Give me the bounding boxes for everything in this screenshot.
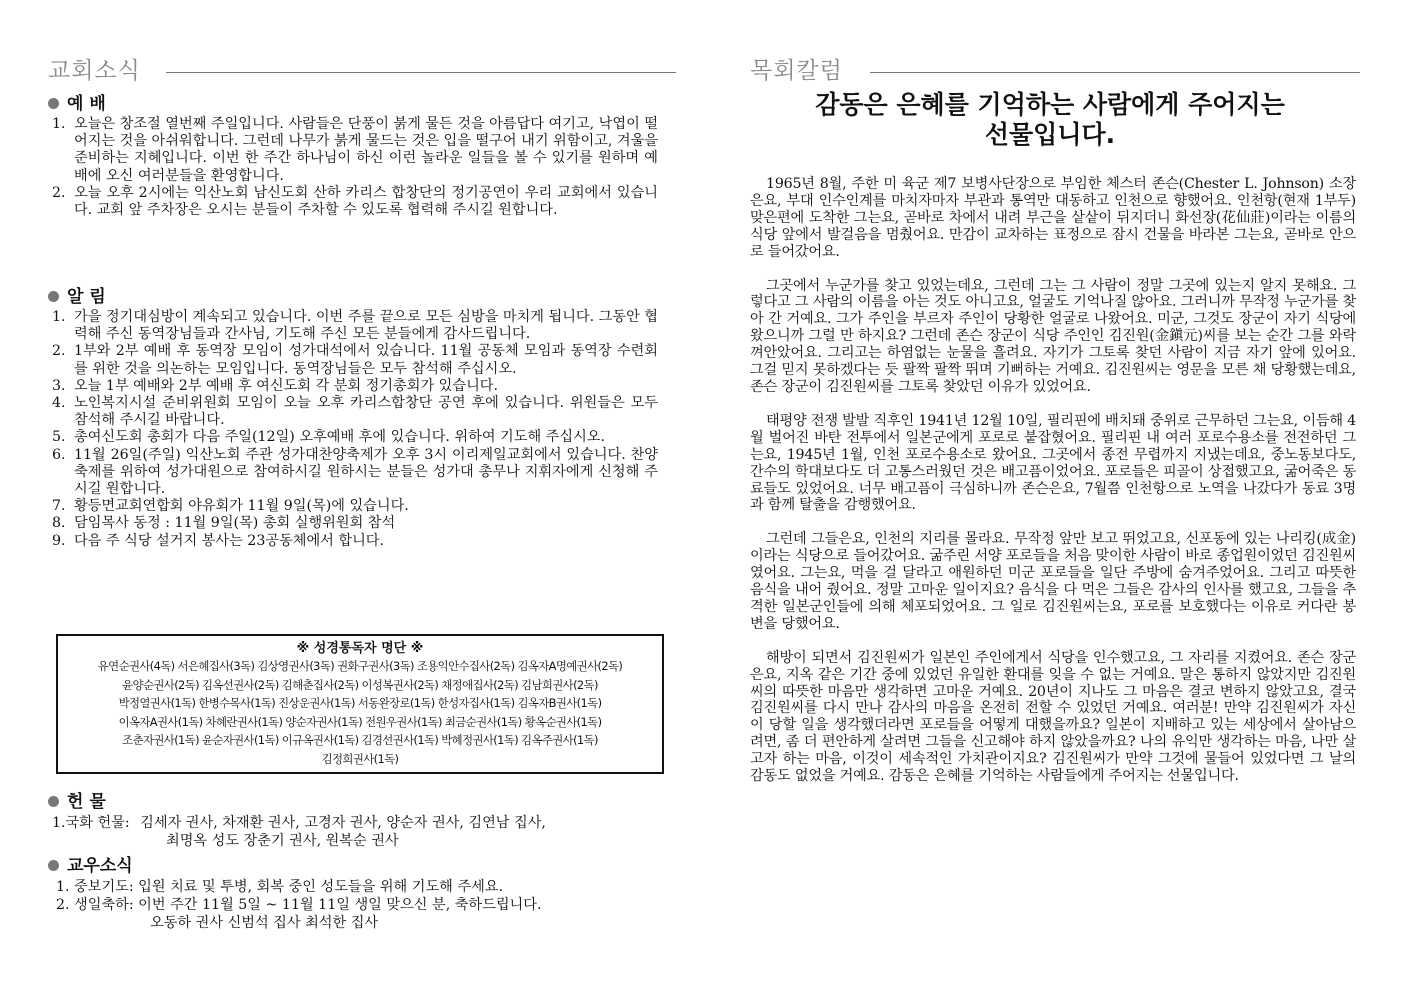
list-item bbox=[48, 116, 658, 185]
list-item bbox=[48, 429, 658, 446]
bible-readers-list bbox=[62, 657, 658, 769]
article-paragraph: 1965년 8월, 주한 미 육군 제7 보병사단장으로 부임한 체스터 존슨(Chester L. Johnson) 소장은요, 부대 인수인계를 마치자마자 부관과 통역만 대동하고 인천으로 향했어요. 인천항(현재 1부두) 맞은편에 도착한 그는요, 곧바로 차에서 내려 부근을 샅샅이 뒤지더니 화선장(花仙莊)이라는 이름의 식당 앞에서 발걸음을 멈췄어요. 만감이 교차하는 표정으로 잠시 건물을 바라본 그는요, 곧바로 안으로 들어갔어요. bbox=[750, 176, 1356, 260]
list-item bbox=[48, 185, 658, 219]
item-text: 총여신도회 총회가 다음 주일(12일) 오후예배 후에 있습니다. 위하여 기도해 주십시오. bbox=[74, 429, 606, 446]
reader-names-line: 유연순권사(4독) 서은혜집사(3독) 김상영권사(3독) 권화구권사(3독) 조용익안수집사(2독) 김옥자A명예권사(2독) bbox=[97, 659, 623, 673]
prayer-item: 1. 중보기도: 입원 치료 및 투병, 회복 중인 성도들을 위해 기도해 주세요. bbox=[56, 879, 503, 895]
church-news-label: 교회소식 bbox=[48, 58, 141, 84]
reader-names-line: 조춘자권사(1독) 윤순자권사(1독) 이규옥권사(1독) 김경선권사(1독) 박혜정권사(1독) 김옥주권사(1독) bbox=[122, 733, 598, 748]
item-text: 노인복지시설 준비위원회 모임이 오늘 오후 카리스합창단 공연 후에 있습니다. 위원들은 모두 참석해 주시길 바랍니다. bbox=[74, 395, 658, 429]
list-item bbox=[48, 378, 658, 395]
news-heading: 알 림 bbox=[48, 285, 658, 309]
worship-section bbox=[48, 92, 658, 219]
article-paragraph: 해방이 되면서 김진원씨가 일본인 주인에게서 식당을 인수했고요, 그 자리를 지켰어요. 존슨 장군은요, 지옥 같은 기간 중에 있었던 유일한 환대를 잊을 수 없는 거예요. 말은 통하지 않았지만 김진원씨의 따뜻한 마음만 생각하면 고마운 거예요. 20년이 지나도 그 마음은 결코 변하지 않았고요, 결국 김진원씨를 다시 만나 감사의 마음을 온전히 전할 수 있었던 거예요. 여러분! 만약 김진원씨가 자신이 당할 일을 생각했더라면 포로들을 어떻게 대했을까요? 일본이 지배하고 있는 세상에서 살아남으려면, 좀 더 편안하게 살려면 그들을 신고해야 하지 않았을까요? 나의 유익만 생각하는 마음, 나만 살고자 하는 마음, 이것이 세속적인 가치관이지요? 김진원씨가 만약 그것에 물들어 있었다면 그 날의 감동도 없었을 거예요. 감동은 은혜를 기억하는 사람들에게 주어지는 선물입니다. bbox=[750, 649, 1356, 785]
reader-names-line: 윤양순권사(2독) 김옥선권사(2독) 김해춘집사(2독) 이성복권사(2독) 채정애집사(2독) 김남희권사(2독) bbox=[122, 677, 598, 692]
offering-section bbox=[48, 790, 658, 850]
bullet-dot-icon bbox=[48, 291, 59, 302]
item-number: 6. bbox=[52, 446, 66, 463]
pastor-column-header bbox=[750, 52, 1370, 88]
article-paragraph: 그곳에서 누군가를 찾고 있었는데요, 그런데 그는 그 사람이 정말 그곳에 있는지 알지 못해요. 그렇다고 그 사람의 이름을 아는 것도 아니고요, 얼굴도 기억나질 않아요. 그러니까 무작정 누군가를 찾아 간 거예요. 그가 주인을 부르자 주인이 당황한 얼굴로 나왔어요. 미군, 그것도 장군이 자기 식당에 왔으니까 그럴 만 하지요? 그런데 존슨 장군이 식당 주인인 김진원(金鎭元)씨를 보는 순간 그를 와락 껴안았어요. 그리고는 하염없는 눈물을 흘려요. 자기가 그토록 찾던 사람이 지금 자기 앞에 있어요. 그걸 믿지 못하겠다는 듯 팔짝 팔짝 뛰며 기뻐하는 거예요. 김진원씨는 영문을 모른 채 당황했는데요, 존슨 장군이 김진원씨를 그토록 찾았던 이유가 있었어요. bbox=[750, 277, 1356, 395]
list-item bbox=[48, 533, 658, 550]
bullet-dot-icon bbox=[48, 860, 59, 871]
item-text: 1부와 2부 예배 후 동역장 모임이 성가대석에서 있습니다. 11월 공동체 모임과 동역장 수련회를 위한 것을 의논하는 모임입니다. 동역장님들은 모두 참석해 주십시오. bbox=[74, 343, 658, 377]
header-rule bbox=[166, 72, 676, 73]
bible-readers-box bbox=[56, 634, 664, 774]
article-paragraph: 그런데 그들은요, 인천의 지리를 몰라요. 무작정 앞만 보고 뛰었고요, 신포동에 있는 나리킹(成金)이라는 식당으로 들어갔어요. 굶주린 서양 포로들을 처음 맞이한 사람이 바로 종업원이었던 김진원씨였어요. 그는요, 먹을 걸 달라고 애원하던 미군 포로들을 일단 주방에 숨겨주었어요. 그리고 따뜻한 음식을 내어 줬어요. 정말 고마운 일이지요? 음식을 다 먹은 그들은 감사의 인사를 했고요, 그들을 추격한 일본군인들에 의해 체포되었어요. 그 일로 김진원씨는요, 포로를 보호했다는 이유로 커다란 봉변을 당했어요. bbox=[750, 531, 1356, 632]
bible-readers-title: ※ 성경통독자 명단 ※ bbox=[296, 641, 424, 656]
list-item bbox=[48, 309, 658, 343]
column-article bbox=[750, 176, 1356, 802]
reader-names-line: 이옥자A권사(1독) 차혜란권사(1독) 양순자권사(1독) 전원우권사(1독) 최금순권사(1독) 황옥순권사(1독) bbox=[118, 714, 602, 729]
item-number: 2. bbox=[52, 343, 66, 360]
item-text: 황등면교회연합회 야유회가 11월 9일(목)에 있습니다. bbox=[74, 498, 409, 515]
news-section bbox=[48, 285, 658, 550]
item-number: 9. bbox=[52, 532, 66, 549]
pastor-column-label: 목회칼럼 bbox=[750, 58, 843, 84]
offering-line-2: 최명옥 성도 장춘기 권사, 원복순 권사 bbox=[166, 833, 399, 849]
worship-list bbox=[48, 116, 658, 219]
item-number: 1. bbox=[52, 309, 66, 325]
item-number: 8. bbox=[52, 515, 66, 532]
bullet-dot-icon bbox=[48, 98, 59, 109]
birthday-names: 오동하 권사 신범석 집사 최석한 집사 bbox=[150, 915, 379, 931]
news-list bbox=[48, 309, 658, 550]
item-text: 오늘은 창조절 열번째 주일입니다. 사람들은 단풍이 붉게 물든 것을 아름답다 여기고, 낙엽이 떨어지는 것을 아쉬워합니다. 그런데 나무가 붉게 물드는 것은 입을 떨구어 내기 위함이고, 겨울을 준비하는 지혜입니다. 이번 한 주간 하나님이 하신 이런 놀라운 일들을 볼 수 있기를 원하며 예배에 오신 여러분들을 환영합니다. bbox=[74, 116, 658, 184]
list-item bbox=[48, 498, 658, 515]
item-number: 2. bbox=[52, 184, 66, 201]
members-heading: 교우소식 bbox=[48, 854, 658, 878]
members-section bbox=[48, 854, 658, 932]
reader-names-line: 박정열권사(1독) 한병수목사(1독) 진상운권사(1독) 서동완장로(1독) 한성자집사(1독) 김옥자B권사(1독) bbox=[118, 696, 602, 711]
worship-heading: 예 배 bbox=[48, 92, 658, 116]
item-text: 가을 정기대심방이 계속되고 있습니다. 이번 주를 끝으로 모든 심방을 마치게 됩니다. 그동안 협력해 주신 동역장님들과 간사님, 기도해 주신 모든 분들에게 감사드립니다. bbox=[74, 309, 658, 343]
item-number: 3. bbox=[52, 377, 66, 394]
item-number: 4. bbox=[52, 395, 66, 412]
church-news-header bbox=[48, 52, 678, 88]
reader-names-line: 김정희권사(1독) bbox=[321, 751, 399, 766]
birthday-item: 2. 생일축하: 이번 주간 11월 5일 ~ 11월 11일 생일 맞으신 분, 축하드립니다. bbox=[56, 897, 542, 913]
list-item bbox=[48, 395, 658, 429]
list-item bbox=[48, 447, 658, 499]
offering-line-1: 1.국화 헌물: 김세자 권사, 차재환 권사, 고경자 권사, 양순자 권사, 김연남 집사, bbox=[52, 815, 546, 831]
header-rule bbox=[870, 72, 1360, 73]
column-title: 감동은 은혜를 기억하는 사람에게 주어지는 선물입니다. bbox=[815, 90, 1285, 149]
item-text: 다음 주 식당 설거지 봉사는 23공동체에서 합니다. bbox=[74, 532, 385, 549]
item-text: 오늘 1부 예배와 2부 예배 후 여신도회 각 분회 정기총회가 있습니다. bbox=[74, 377, 498, 394]
list-item bbox=[48, 515, 658, 532]
item-number: 1. bbox=[52, 116, 66, 132]
item-number: 7. bbox=[52, 498, 66, 515]
item-text: 11월 26일(주일) 익산노회 주관 성가대찬양축제가 오후 3시 이리제일교회에서 있습니다. 찬양축제를 위하여 성가대원으로 참여하시길 원하시는 분들은 성가대 총무나 지휘자에게 신청해 주시길 원합니다. bbox=[74, 446, 658, 498]
item-number: 5. bbox=[52, 429, 66, 446]
list-item bbox=[48, 343, 658, 377]
item-text: 오늘 오후 2시에는 익산노회 남신도회 산하 카리스 합창단의 정기공연이 우리 교회에서 있습니다. 교회 앞 주차장은 오시는 분들이 주차할 수 있도록 협력해 주시길 원합니다. bbox=[74, 184, 658, 219]
article-paragraph: 태평양 전쟁 발발 직후인 1941년 12월 10일, 필리핀에 배치돼 중위로 근무하던 그는요, 이듬해 4월 벌어진 바탄 전투에서 일본군에게 포로로 붙잡혔어요. 필리핀 내 여러 포로수용소를 전전하던 그는요, 1945년 1월, 인천 포로수용소로 왔어요. 그곳에서 종전 무렵까지 지냈는데요, 중노동보다도, 간수의 학대보다도 더 고통스러웠던 것은 배고픔이었어요. 포로들은 피골이 상접했고요, 굶어죽은 동료들도 있었어요. 너무 배고픔이 극심하니까 존슨은요, 7월쯤 인천항으로 노역을 나갔다가 동료 3명과 함께 탈출을 감행했어요. bbox=[750, 412, 1356, 514]
item-text: 담임목사 동정 : 11월 9일(목) 총회 실행위원회 참석 bbox=[74, 515, 396, 532]
offering-heading: 헌 물 bbox=[48, 790, 658, 814]
bullet-dot-icon bbox=[48, 796, 59, 807]
